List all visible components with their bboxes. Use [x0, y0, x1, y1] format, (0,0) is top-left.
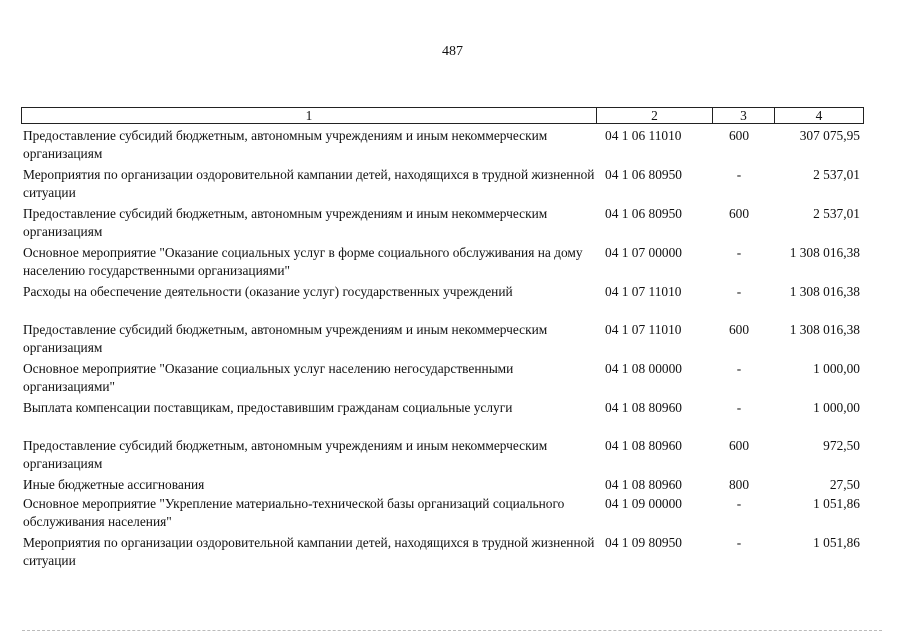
table-row — [21, 166, 864, 202]
table-row — [21, 127, 864, 163]
table-row — [21, 534, 864, 570]
row-amount: 27,50 — [829, 477, 860, 492]
row-code: 04 1 07 00000 — [605, 245, 682, 260]
row-type: 600 — [728, 128, 750, 143]
row-name: Предоставление субсидий бюджетным, автономным учреждениям и иным некоммерческим организациям — [23, 438, 548, 471]
row-amount: 2 537,01 — [813, 167, 860, 182]
row-type: - — [736, 535, 742, 550]
row-type: - — [736, 167, 742, 182]
row-code: 04 1 07 11010 — [605, 322, 682, 337]
budget-table — [21, 107, 864, 568]
row-code: 04 1 07 11010 — [605, 284, 682, 299]
row-amount: 1 000,00 — [813, 400, 860, 415]
page-number: 487 — [442, 44, 463, 59]
row-type: - — [736, 400, 742, 415]
row-name: Расходы на обеспечение деятельности (оказание услуг) государственных учреждений — [23, 284, 513, 299]
row-amount: 1 051,86 — [813, 535, 860, 550]
table-row — [21, 205, 864, 241]
row-code: 04 1 06 80950 — [605, 206, 682, 221]
row-name: Мероприятия по организации оздоровительной кампании детей, находящихся в трудной жизненной ситуации — [23, 167, 595, 200]
row-name: Предоставление субсидий бюджетным, автономным учреждениям и иным некоммерческим организациям — [23, 206, 548, 239]
header-col-1: 1 — [305, 108, 313, 123]
row-type: 600 — [728, 438, 750, 453]
row-code: 04 1 08 80960 — [605, 400, 682, 415]
table-row — [21, 399, 864, 417]
row-amount: 1 308 016,38 — [789, 322, 860, 337]
row-name: Предоставление субсидий бюджетным, автономным учреждениям и иным некоммерческим организациям — [23, 128, 548, 161]
header-col-3: 3 — [712, 108, 774, 123]
row-code: 04 1 09 00000 — [605, 496, 682, 511]
row-type: - — [736, 496, 742, 511]
row-type: - — [736, 245, 742, 260]
row-amount: 1 051,86 — [813, 496, 860, 511]
row-amount: 2 537,01 — [813, 206, 860, 221]
row-type: 600 — [728, 206, 750, 221]
row-name: Иные бюджетные ассигнования — [23, 477, 205, 492]
row-code: 04 1 08 00000 — [605, 361, 682, 376]
row-type: - — [736, 361, 742, 376]
bottom-rule — [22, 630, 882, 631]
row-amount: 307 075,95 — [799, 128, 860, 143]
table-row — [21, 360, 864, 396]
row-amount: 972,50 — [823, 438, 860, 453]
table-row — [21, 495, 864, 531]
table-row — [21, 437, 864, 473]
table-header — [21, 107, 864, 124]
row-amount: 1 308 016,38 — [789, 245, 860, 260]
header-col-2: 2 — [596, 108, 712, 123]
row-name: Предоставление субсидий бюджетным, автономным учреждениям и иным некоммерческим организациям — [23, 322, 548, 355]
row-amount: 1 000,00 — [813, 361, 860, 376]
row-name: Основное мероприятие "Укрепление материально-технической базы организаций социального обслуживания населения" — [23, 496, 565, 529]
row-type: - — [736, 284, 742, 299]
row-name: Основное мероприятие "Оказание социальных услуг в форме социального обслуживания на дому населению государственными организациями" — [23, 245, 583, 278]
row-type: 600 — [728, 322, 750, 337]
row-name: Основное мероприятие "Оказание социальных услуг населению негосударственными организациями" — [23, 361, 514, 394]
row-name: Выплата компенсации поставщикам, предоставившим гражданам социальные услуги — [23, 400, 513, 415]
table-row — [21, 283, 864, 301]
row-code: 04 1 06 11010 — [605, 128, 682, 143]
table-row — [21, 244, 864, 280]
row-code: 04 1 06 80950 — [605, 167, 682, 182]
row-code: 04 1 08 80960 — [605, 438, 682, 453]
table-row — [21, 476, 864, 494]
header-col-4: 4 — [774, 108, 863, 123]
row-code: 04 1 09 80950 — [605, 535, 682, 550]
row-type: 800 — [728, 477, 750, 492]
row-amount: 1 308 016,38 — [789, 284, 860, 299]
row-code: 04 1 08 80960 — [605, 477, 682, 492]
table-row — [21, 321, 864, 357]
row-name: Мероприятия по организации оздоровительной кампании детей, находящихся в трудной жизненной ситуации — [23, 535, 595, 568]
